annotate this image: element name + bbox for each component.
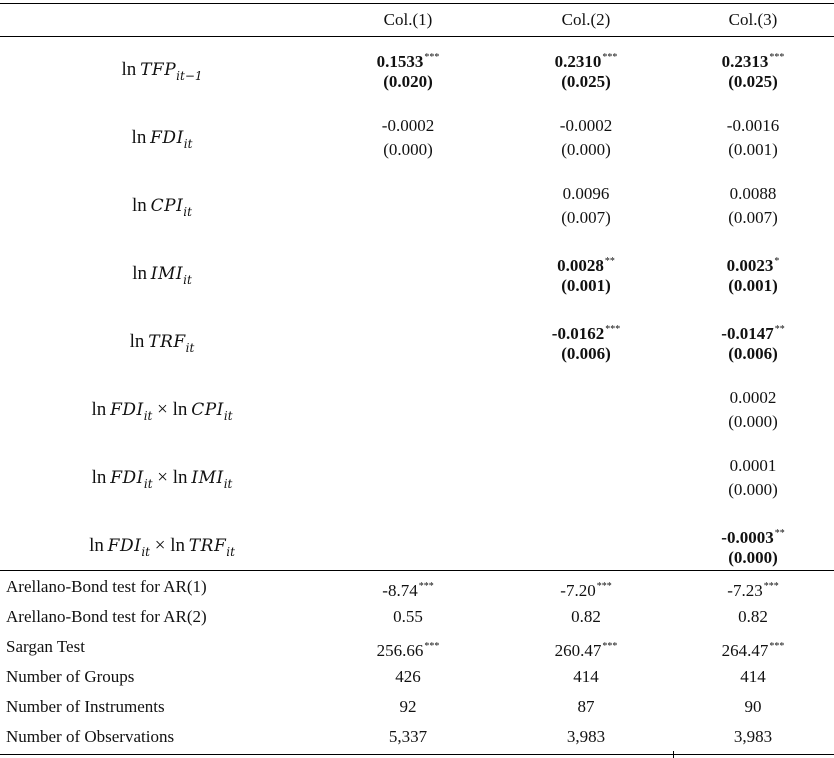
header-rule — [0, 36, 834, 37]
se-cell: (0.025) — [728, 72, 778, 91]
row-label: $\ln TFP_{it-1}$ — [121, 59, 203, 83]
label-var: IMI — [150, 264, 184, 284]
label2-var: TRF — [188, 536, 227, 556]
stat-cell: 426 — [395, 667, 421, 686]
row-label: $\ln FDI_{it} \times \ln IMI_{it}$ — [91, 467, 233, 491]
significance-stars: *** — [602, 641, 618, 652]
se-cell: (0.001) — [561, 276, 611, 295]
stat-label: Arellano-Bond test for AR(1) — [6, 577, 207, 596]
significance-stars: * — [774, 256, 780, 267]
bottom-rule — [0, 754, 834, 755]
significance-stars: *** — [424, 52, 440, 63]
significance-stars: *** — [596, 581, 612, 592]
stat-cell: 0.82 — [571, 607, 601, 626]
label-sub: it−1 — [176, 69, 203, 83]
row-label: $\ln TRF_{it}$ — [129, 331, 195, 355]
label2-var: CPI — [191, 400, 224, 420]
label-var: FDI — [110, 400, 144, 420]
stat-cell: 264.47*** — [721, 641, 785, 660]
se-cell: (0.001) — [728, 276, 778, 295]
stat-cell: 0.82 — [738, 607, 768, 626]
label-sub: it — [183, 137, 193, 151]
stat-label: Number of Instruments — [6, 697, 165, 716]
coef-cell: 0.0023* — [726, 256, 780, 275]
label-var: FDI — [110, 468, 144, 488]
label-sub: it — [141, 545, 150, 559]
coef-cell: -0.0003** — [721, 528, 785, 547]
coef-cell: 0.2313*** — [721, 52, 785, 71]
col-header-3: Col.(3) — [728, 10, 778, 29]
se-cell: (0.001) — [728, 140, 778, 159]
row-label: $\ln FDI_{it} \times \ln CPI_{it}$ — [91, 399, 233, 423]
significance-stars: *** — [602, 52, 618, 63]
stat-cell: 0.55 — [393, 607, 423, 626]
se-cell: (0.000) — [383, 140, 433, 159]
significance-stars: ** — [604, 256, 615, 267]
label-var: TRF — [148, 332, 186, 352]
label-var: CPI — [150, 196, 184, 216]
row-label: $\ln IMI_{it}$ — [132, 263, 192, 287]
significance-stars: *** — [424, 641, 440, 652]
stats-rule — [0, 570, 834, 571]
significance-stars: *** — [418, 581, 434, 592]
stat-cell: 3,983 — [733, 727, 773, 746]
label2-sub: it — [223, 409, 233, 423]
stat-cell: -7.23*** — [727, 581, 779, 600]
stat-cell: 414 — [740, 667, 766, 686]
coef-cell: -0.0147** — [721, 324, 785, 343]
significance-stars: *** — [605, 324, 621, 335]
coef-cell: 0.0096 — [562, 184, 610, 203]
coef-cell: -0.0002 — [559, 116, 613, 135]
label2-sub: it — [226, 545, 235, 559]
label-sub: it — [143, 409, 153, 423]
row-label: $\ln FDI_{it} \times \ln TRF_{it}$ — [89, 535, 235, 559]
stat-label: Number of Groups — [6, 667, 135, 686]
bottom-tick — [673, 751, 674, 758]
coef-cell: -0.0002 — [381, 116, 435, 135]
se-cell: (0.006) — [728, 344, 778, 363]
stat-cell: 414 — [573, 667, 599, 686]
se-cell: (0.000) — [728, 480, 778, 499]
label-sub: it — [183, 273, 192, 287]
row-label: $\ln CPI_{it}$ — [132, 195, 192, 219]
se-cell: (0.020) — [383, 72, 433, 91]
stat-cell: 256.66*** — [376, 641, 440, 660]
significance-stars: *** — [763, 581, 779, 592]
coef-cell: -0.0016 — [726, 116, 780, 135]
row-label: $\ln FDI_{it}$ — [131, 127, 193, 151]
stat-label: Sargan Test — [6, 637, 85, 656]
coef-cell: 0.0002 — [729, 388, 777, 407]
top-rule — [0, 3, 834, 4]
se-cell: (0.000) — [561, 140, 611, 159]
se-cell: (0.000) — [728, 412, 778, 431]
stat-cell: 260.47*** — [554, 641, 618, 660]
significance-stars: *** — [769, 641, 785, 652]
label2-sub: it — [223, 477, 233, 491]
significance-stars: ** — [774, 324, 785, 335]
col-header-2: Col.(2) — [561, 10, 611, 29]
label-sub: it — [183, 205, 192, 219]
label-var: TFP — [140, 60, 177, 80]
label-sub: it — [185, 341, 195, 355]
significance-stars: *** — [769, 52, 785, 63]
se-cell: (0.007) — [728, 208, 778, 227]
se-cell: (0.000) — [728, 548, 778, 567]
coef-cell: 0.2310*** — [554, 52, 618, 71]
se-cell: (0.007) — [561, 208, 611, 227]
coef-cell: -0.0162*** — [551, 324, 621, 343]
stat-cell: 90 — [744, 697, 762, 716]
label-var: FDI — [150, 128, 184, 148]
stat-cell: 92 — [399, 697, 417, 716]
col-header-1: Col.(1) — [383, 10, 433, 29]
se-cell: (0.006) — [561, 344, 611, 363]
stat-cell: 3,983 — [566, 727, 606, 746]
stat-cell: -7.20*** — [560, 581, 612, 600]
coef-cell: 0.1533*** — [376, 52, 440, 71]
stat-label: Arellano-Bond test for AR(2) — [6, 607, 207, 626]
stat-cell: -8.74*** — [382, 581, 434, 600]
label-sub: it — [143, 477, 153, 491]
significance-stars: ** — [774, 528, 785, 539]
stat-cell: 5,337 — [388, 727, 428, 746]
label2-var: IMI — [191, 468, 224, 488]
stat-cell: 87 — [577, 697, 595, 716]
label-var: FDI — [107, 536, 142, 556]
coef-cell: 0.0001 — [729, 456, 777, 475]
coef-cell: 0.0088 — [729, 184, 777, 203]
stat-label: Number of Observations — [6, 727, 175, 746]
coef-cell: 0.0028** — [557, 256, 615, 275]
se-cell: (0.025) — [561, 72, 611, 91]
